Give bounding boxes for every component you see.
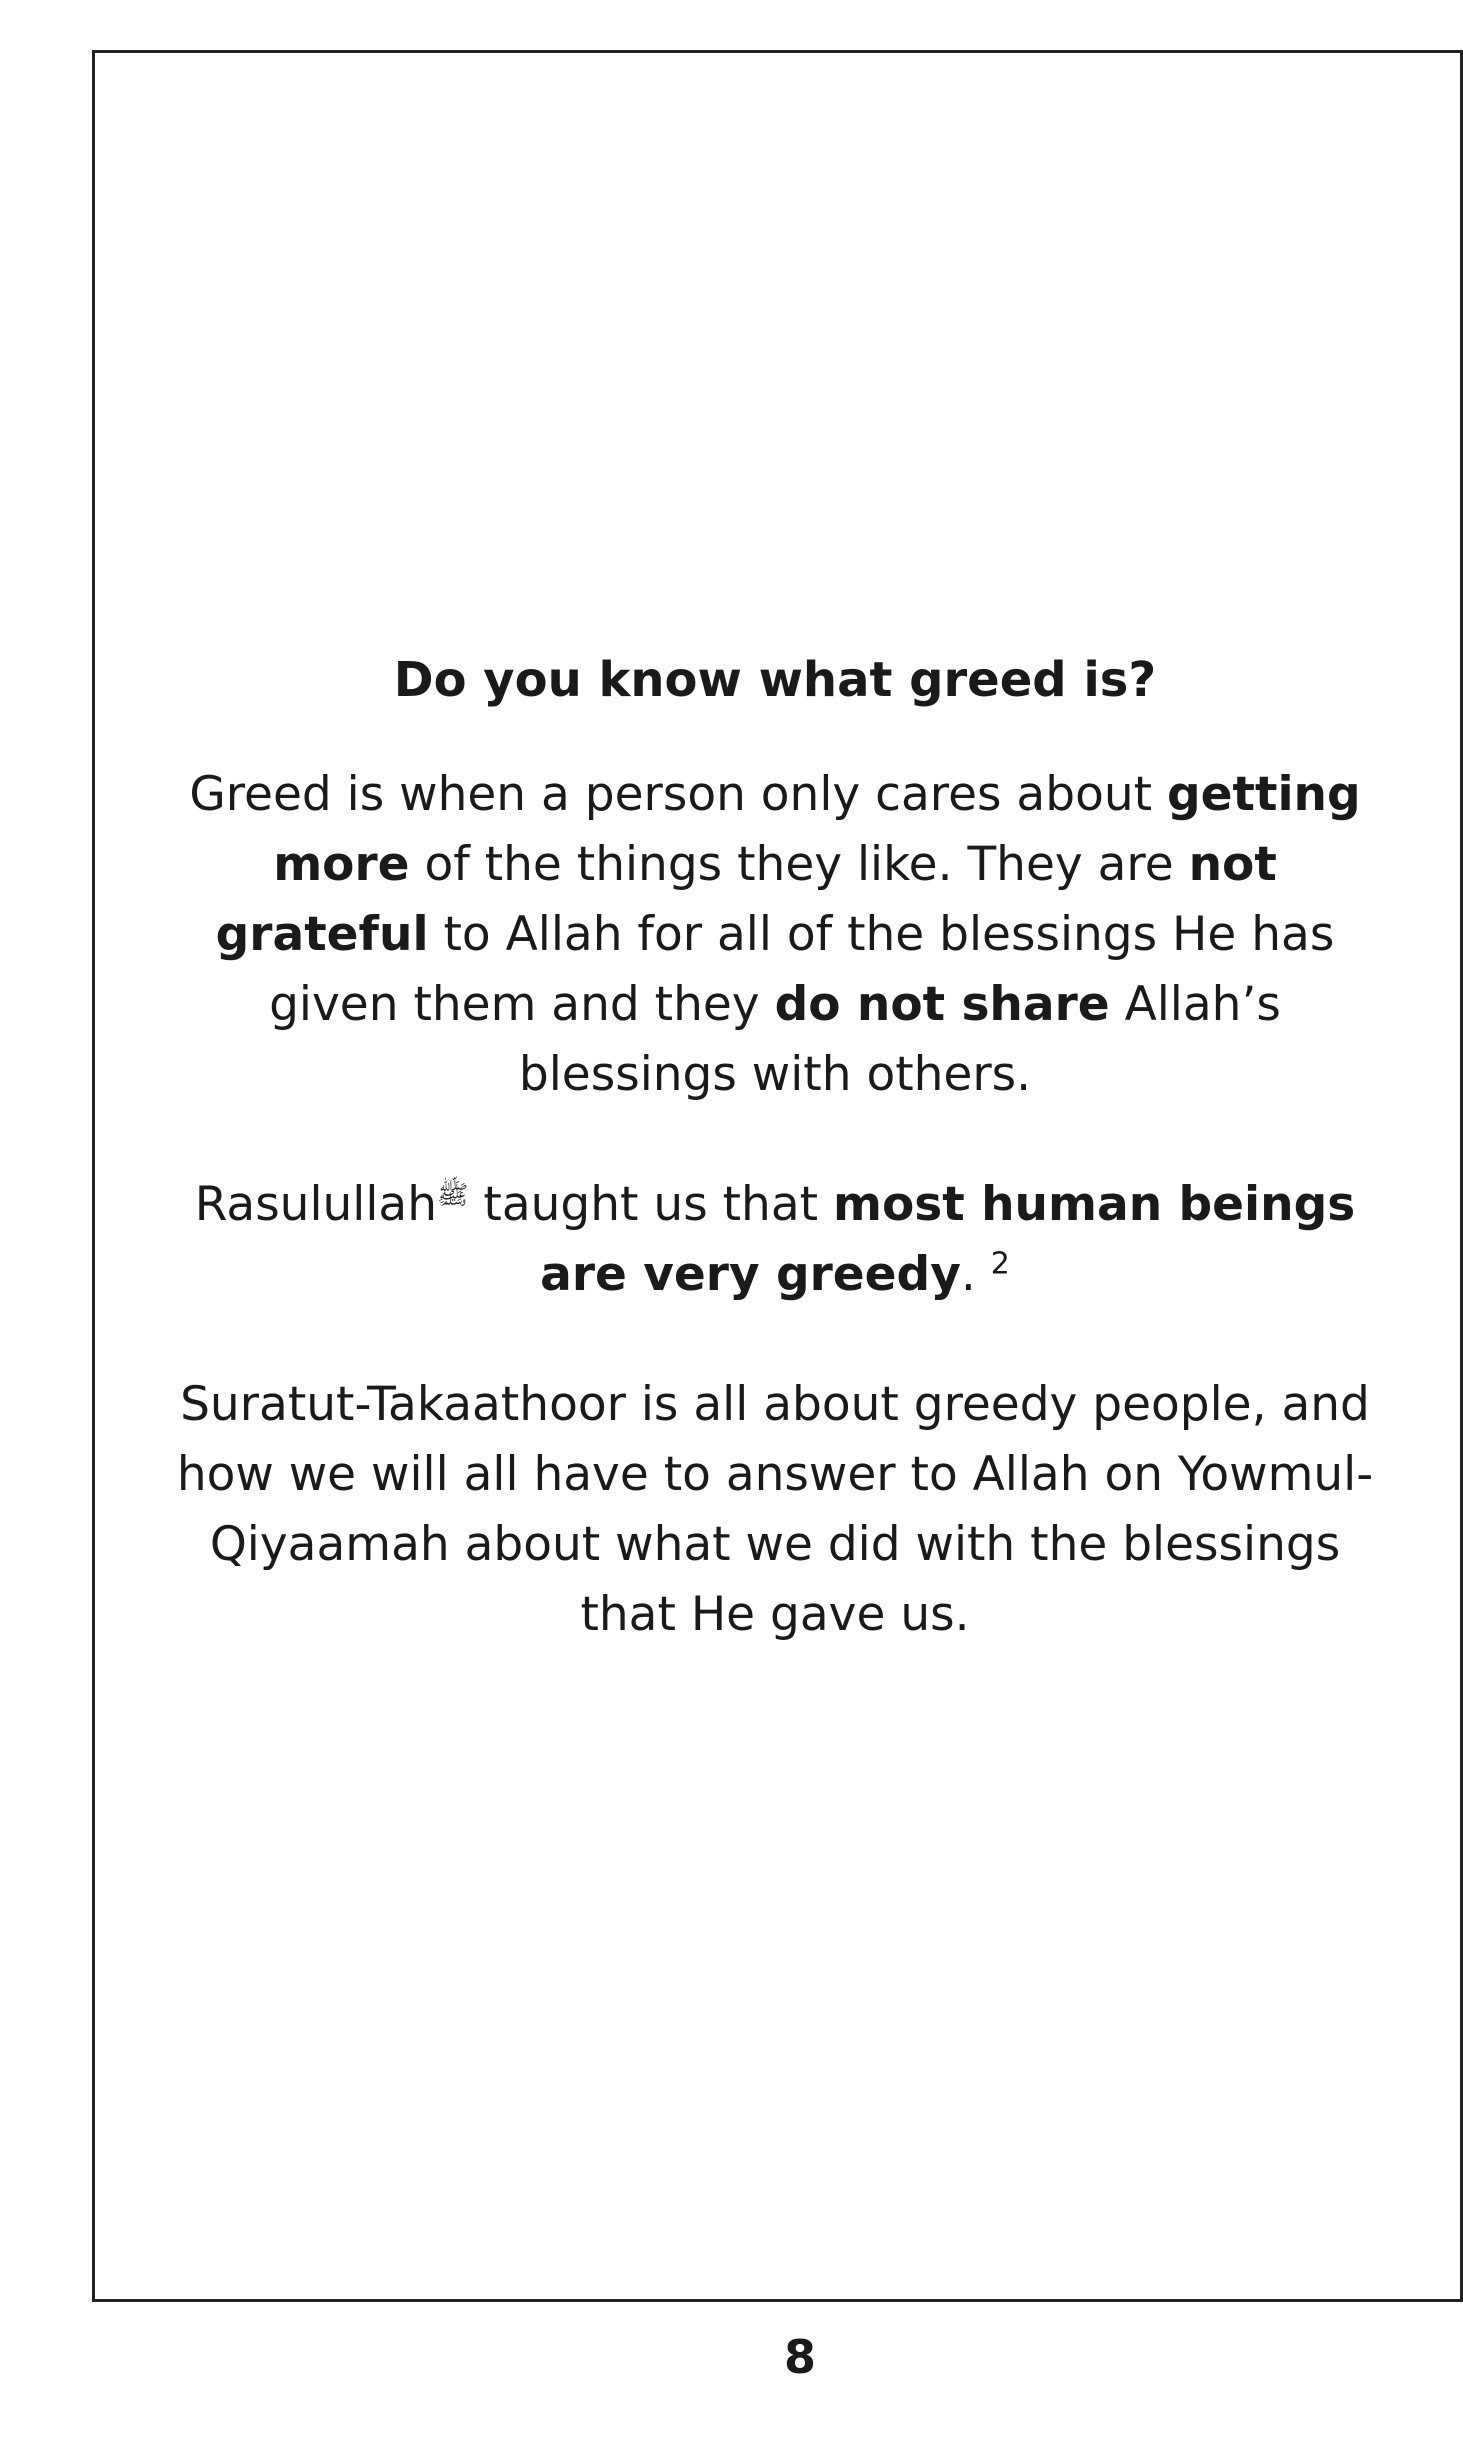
p1-text-1: Greed is when a person only cares about [189,767,1167,822]
page-heading: Do you know what greed is? [393,652,1157,708]
p1-bold-getting-more: getting more [273,767,1361,892]
p2-text-2: taught us that [468,1177,834,1232]
footnote-marker: 2 [990,1246,1010,1282]
page-number: 8 [783,2330,816,2384]
honorific-symbol: ﷺ [437,1180,469,1211]
paragraph-greed-definition [160,760,1390,1110]
p2-bold-most-human-beings: most human beings are very greedy [540,1177,1356,1302]
p1-text-3: to Allah for all of the blessings He has given them and they [269,907,1335,1032]
paragraph-rasulullah [160,1170,1390,1310]
p2-text-1: Rasulullah [194,1177,438,1232]
p1-bold-not-grateful: not grateful [215,837,1277,962]
p1-text-2: of the things they like. They are [409,837,1189,892]
p1-text-4: Allah’s blessings with others. [518,977,1281,1102]
paragraph-suratut-takaathoor: Suratut-Takaathoor is all about greedy people, and how we will all have to answer to Allah on Yowmul-Qiyaamah about what we did with the blessings that He gave us. [176,1377,1374,1642]
p2-text-3: . [960,1247,991,1302]
p1-bold-do-not-share: do not share [774,977,1110,1032]
page-content [160,650,1390,1710]
